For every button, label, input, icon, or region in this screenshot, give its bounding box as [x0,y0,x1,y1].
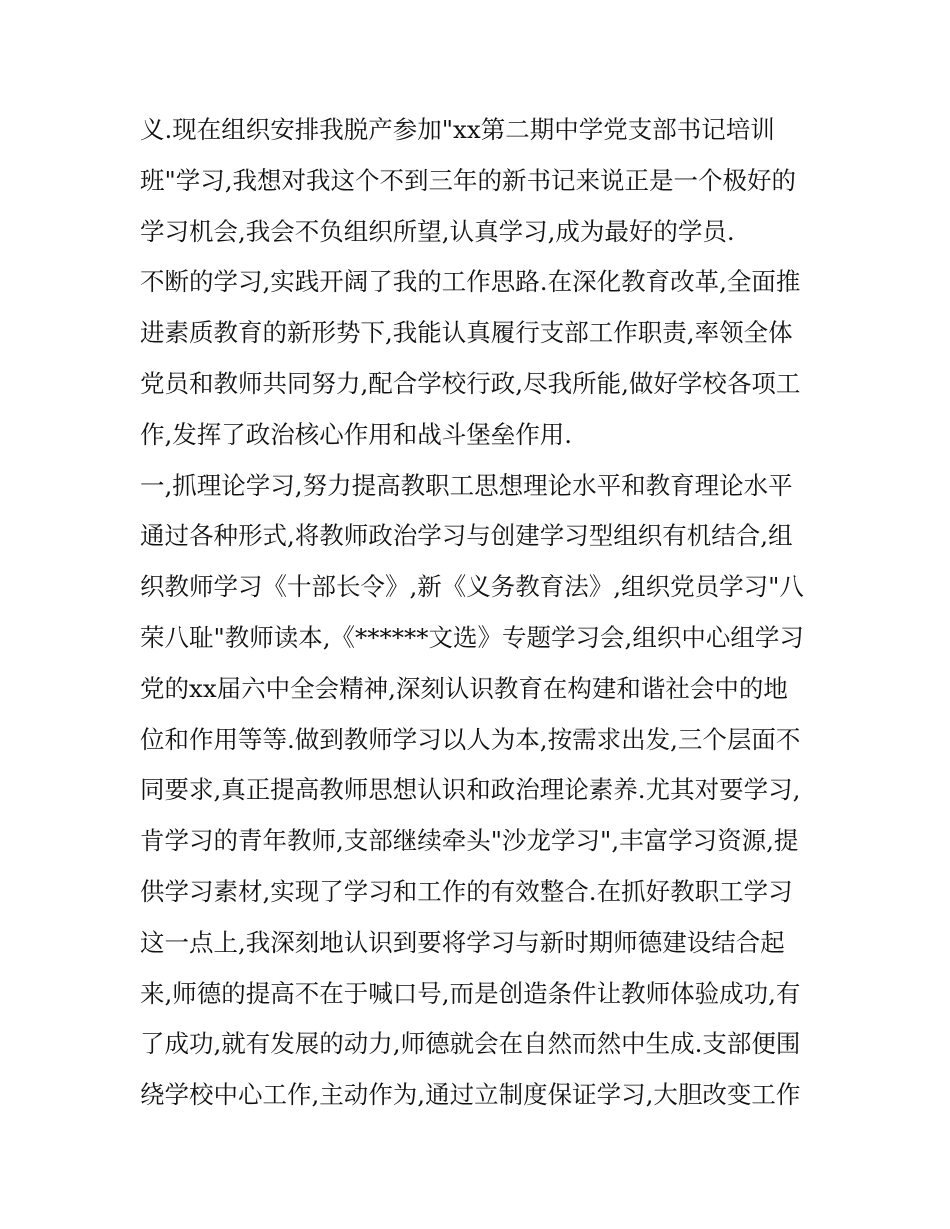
text-line: 位和作用等等.做到教师学习以人为本,按需求出发,三个层面不 [140,724,801,754]
text-line: 肯学习的青年教师,支部继续牵头"沙龙学习",丰富学习资源,提 [140,826,799,856]
text-line: 了成功,就有发展的动力,师德就会在自然而然中生成.支部便围 [140,1029,801,1059]
text-line: 进素质教育的新形势下,我能认真履行支部工作职责,率领全体 [140,318,793,348]
text-line: 同要求,真正提高教师思想认识和政治理论素养.尤其对要学习, [140,775,801,805]
text-line: 织教师学习《十部长令》,新《义务教育法》,组织党员学习"八 [140,572,804,602]
text-line: 通过各种形式,将教师政治学习与创建学习型组织有机结合,组 [140,521,793,551]
text-line: 党员和教师共同努力,配合学校行政,尽我所能,做好学校各项工 [140,368,801,398]
text-line: 班"学习,我想对我这个不到三年的新书记来说正是一个极好的 [140,165,797,195]
text-line: 绕学校中心工作,主动作为,通过立制度保证学习,大胆改变工作 [140,1080,801,1110]
section-heading: 一,抓理论学习,努力提高教职工思想理论水平和教育理论水平 [140,470,793,500]
text-line: 义.现在组织安排我脱产参加"xx第二期中学党支部书记培训 [140,115,775,144]
text-line: 供学习素材,实现了学习和工作的有效整合.在抓好教职工学习 [140,876,793,906]
text-line: 来,师德的提高不在于喊口号,而是创造条件让教师体验成功,有 [140,978,801,1008]
text-line: 这一点上,我深刻地认识到要将学习与新时期师德建设结合起 [140,927,785,957]
text-line: 学习机会,我会不负组织所望,认真学习,成为最好的学员. [140,216,735,246]
document-body [140,105,820,1121]
text-line: 党的xx届六中全会精神,深刻认识教育在构建和谐社会中的地 [140,673,788,703]
text-line: 作,发挥了政治核心作用和战斗堡垒作用. [140,419,573,449]
text-line: 荣八耻"教师读本,《******文选》专题学习会,组织中心组学习 [140,622,804,652]
text-line: 不断的学习,实践开阔了我的工作思路.在深化教育改革,全面推 [140,267,801,297]
